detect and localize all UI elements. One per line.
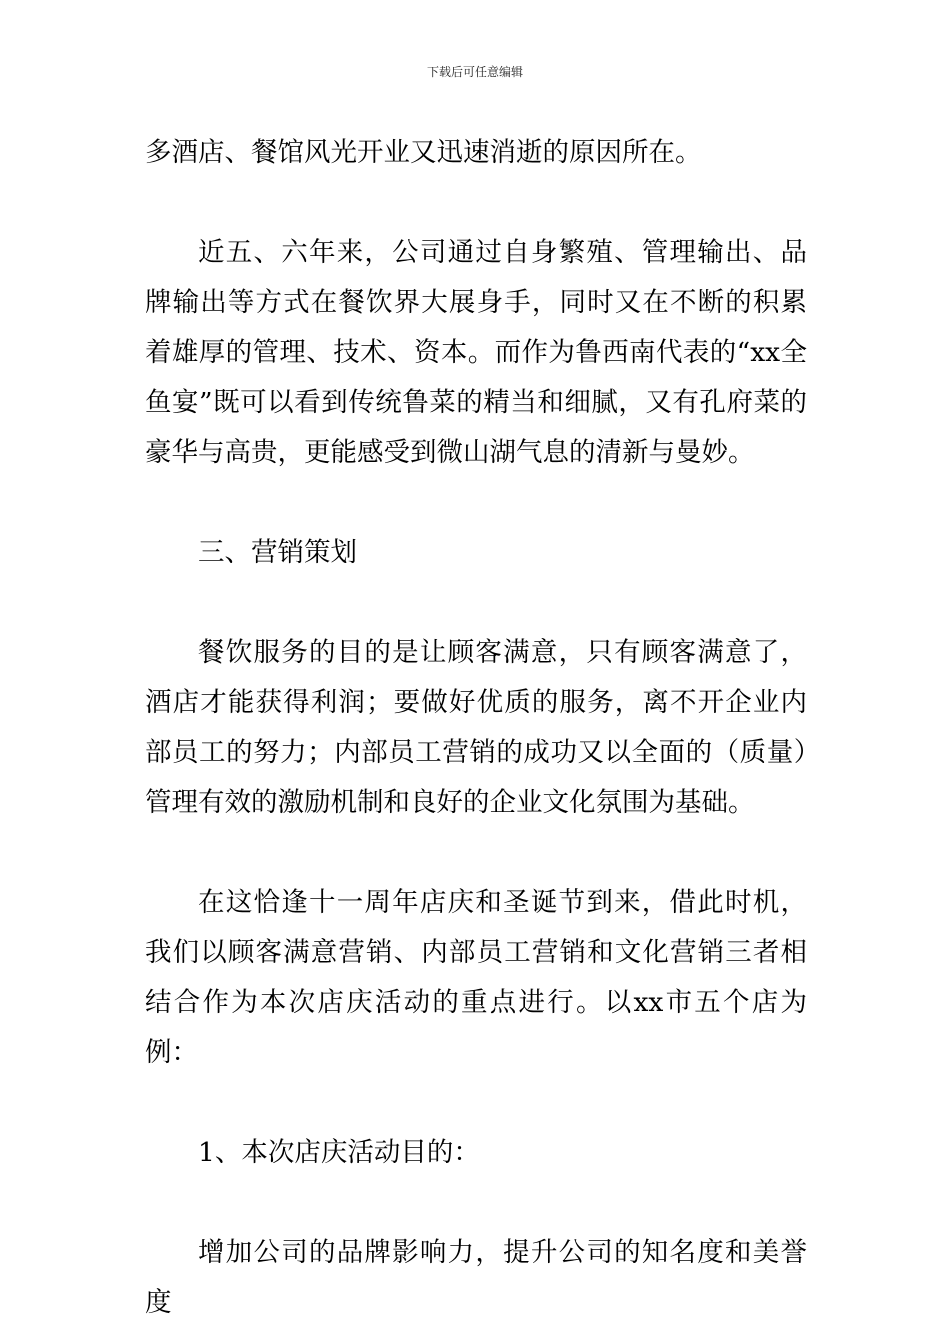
paragraph-service-goal: 餐饮服务的目的是让顾客满意，只有顾客满意了，酒店才能获得利润；要做好优质的服务，离不开企业内部员工的努力；内部员工营销的成功又以全面的（质量）管理有效的激励机制和良好的企业文化氛围为基础。 bbox=[145, 637, 807, 818]
document-body bbox=[145, 128, 807, 1328]
paragraph-spacer bbox=[145, 1078, 807, 1128]
paragraph-spacer bbox=[145, 178, 807, 228]
page-header: 下载后可任意编辑 bbox=[426, 65, 523, 79]
paragraph-spacer bbox=[145, 1178, 807, 1228]
paragraph-brand-influence: 增加公司的品牌影响力，提升公司的知名度和美誉度 bbox=[145, 1237, 807, 1318]
paragraph-continuation: 多酒店、餐馆风光开业又迅速消逝的原因所在。 bbox=[145, 137, 702, 168]
paragraph-company-history: 近五、六年来，公司通过自身繁殖、管理输出、品牌输出等方式在餐饮界大展身手，同时又在不断的积累着雄厚的管理、技术、资本。而作为鲁西南代表的“xx全鱼宴”既可以看到传统鲁菜的精当和细腻，又有孔府菜的豪华与高贵，更能感受到微山湖气息的清新与曼妙。 bbox=[145, 237, 807, 468]
subheading-activity-purpose: 1、本次店庆活动目的： bbox=[198, 1137, 480, 1168]
section-heading-marketing: 三、营销策划 bbox=[198, 537, 357, 568]
paragraph-spacer bbox=[145, 828, 807, 878]
paragraph-spacer bbox=[145, 478, 807, 528]
paragraph-spacer bbox=[145, 578, 807, 628]
paragraph-anniversary: 在这恰逢十一周年店庆和圣诞节到来，借此时机，我们以顾客满意营销、内部员工营销和文化营销三者相结合作为本次店庆活动的重点进行。以xx市五个店为例： bbox=[145, 887, 807, 1068]
